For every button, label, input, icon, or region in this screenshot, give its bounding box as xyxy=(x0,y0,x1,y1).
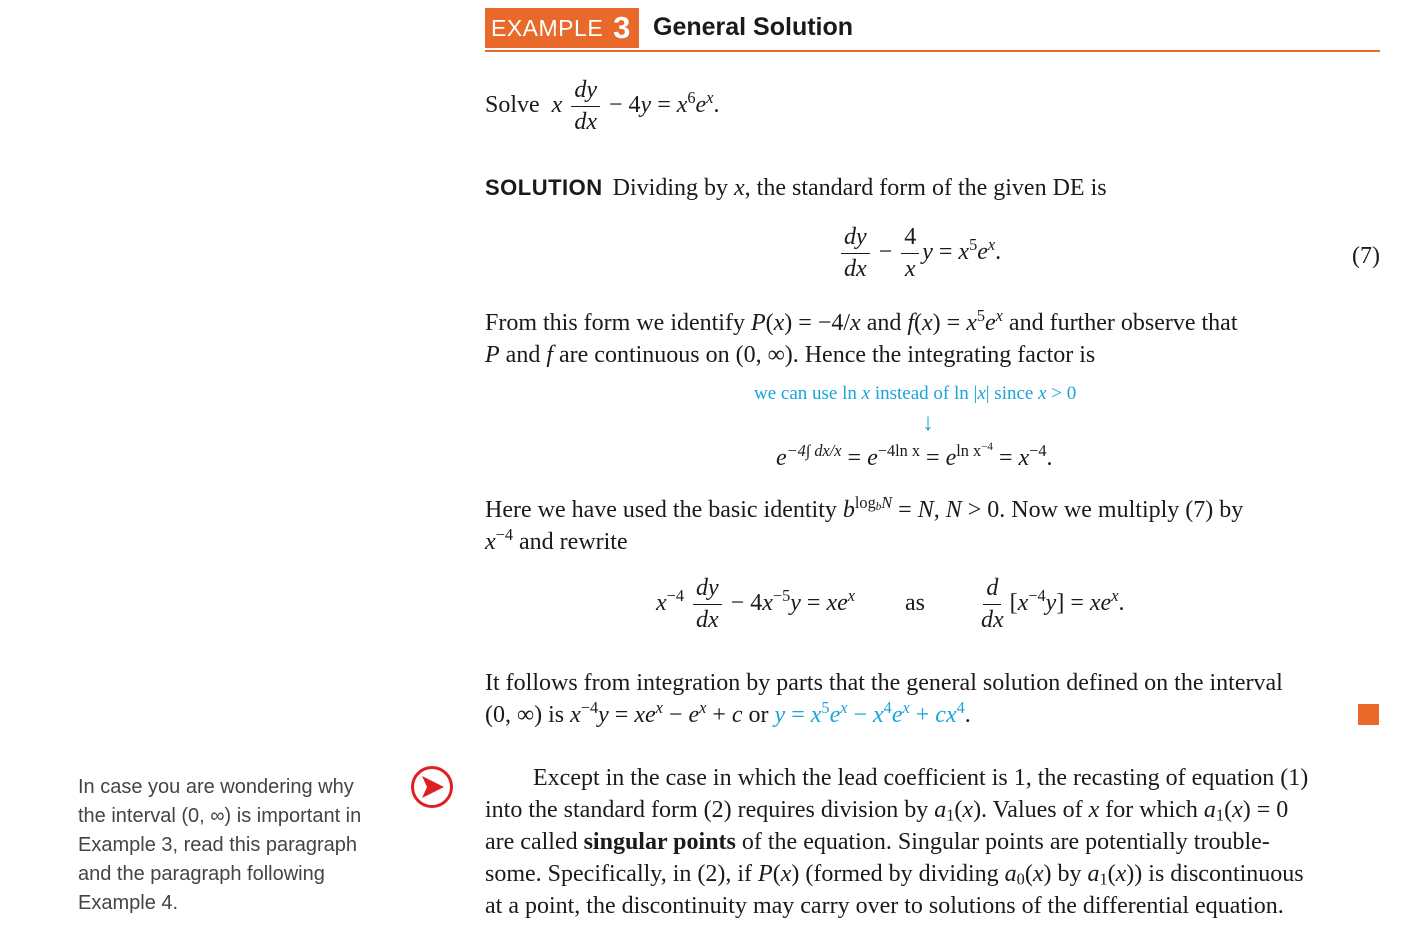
text: of the equation. Singular points are potentially trouble- xyxy=(735,829,1270,855)
var-x: x xyxy=(485,529,496,555)
text: From this form we identify xyxy=(485,310,751,336)
end-of-example-square-icon xyxy=(1358,704,1379,725)
var-y: y xyxy=(790,590,801,617)
text: and xyxy=(499,342,547,368)
operator: + xyxy=(909,702,936,728)
var-x: x xyxy=(676,92,688,119)
frac-numerator: d xyxy=(983,576,1001,605)
var-x: x xyxy=(762,590,773,617)
exponent: −4 xyxy=(666,586,685,606)
var-x: x xyxy=(1018,445,1030,471)
text: and rewrite xyxy=(513,529,628,555)
var-e: e xyxy=(867,445,878,471)
expr-part: . xyxy=(1118,590,1125,617)
text: for which xyxy=(1099,797,1204,823)
var-x: x xyxy=(773,310,785,336)
text: are called xyxy=(485,829,584,855)
text: = xyxy=(892,497,918,523)
frac-denominator: dx xyxy=(981,607,1004,634)
var-e: e xyxy=(688,702,700,728)
var-e: e xyxy=(644,702,656,728)
var-P: P xyxy=(485,342,500,368)
expr-part: = xyxy=(651,92,677,119)
text: Except in the case in which the lead coefficient is 1, the recasting of equation (1) xyxy=(533,765,1309,791)
text: It follows from integration by parts that the general solution defined on the interval xyxy=(485,670,1283,696)
example-tag-word: EXAMPLE xyxy=(491,14,604,41)
var-x: x xyxy=(850,310,861,336)
paragraph-general-solution xyxy=(485,667,1380,731)
exponent: 4 xyxy=(883,698,892,718)
exponent: 5 xyxy=(821,698,830,718)
var-e: e xyxy=(977,239,988,266)
text: at a point, the discontinuity may carry over to solutions of the differential equation. xyxy=(485,893,1284,919)
text: ( xyxy=(765,310,774,336)
exponent: −5 xyxy=(772,586,791,606)
text: ) by xyxy=(1043,861,1088,887)
frac-numerator: dy xyxy=(571,78,600,107)
subscript: 1 xyxy=(946,805,955,825)
integrating-factor-equation xyxy=(776,440,1053,472)
expr-part: . xyxy=(1046,445,1053,471)
var-e: e xyxy=(776,445,787,471)
frac-denominator: x xyxy=(904,256,916,283)
var-x: x xyxy=(922,310,933,336)
exponent: −4 xyxy=(1029,441,1047,461)
text: , xyxy=(933,497,946,523)
operator: = xyxy=(992,445,1019,471)
exponent: x xyxy=(847,586,855,606)
var-x: x xyxy=(810,702,822,728)
text: , the standard form of the given DE is xyxy=(744,175,1107,201)
margin-note-line: the interval (0, ∞) is important in xyxy=(78,805,362,827)
text: and xyxy=(860,310,908,336)
operator: − xyxy=(662,702,689,728)
var-f: f xyxy=(907,310,915,336)
var-b: b xyxy=(842,497,855,523)
margin-note-line: and the paragraph following xyxy=(78,863,325,885)
var-x: x xyxy=(634,702,645,728)
exponent: −4 xyxy=(580,698,599,718)
exponent: 6 xyxy=(687,88,696,108)
frac-denominator: dx xyxy=(574,109,597,136)
exponent: 5 xyxy=(976,306,986,326)
exponent: log xyxy=(854,493,876,513)
margin-note-line: Example 4. xyxy=(78,892,179,914)
text: Here we have used the basic identity xyxy=(485,497,843,523)
frac-denominator: dx xyxy=(696,607,719,634)
general-solution-highlight xyxy=(774,698,965,728)
operator: − xyxy=(847,702,874,728)
var-P: P xyxy=(758,861,773,887)
fraction xyxy=(841,225,870,282)
operator: = xyxy=(800,590,827,617)
var-x: x xyxy=(1038,383,1047,404)
expr-part: . xyxy=(995,239,1002,266)
paragraph-identify xyxy=(485,307,1380,371)
down-arrow-icon: ↓ xyxy=(922,410,934,436)
equation-number: (7) xyxy=(1352,243,1380,269)
exponent: −4 xyxy=(981,440,993,453)
exponent: x xyxy=(995,306,1003,326)
operator: − xyxy=(878,239,893,266)
exponent: x xyxy=(840,698,848,718)
bracket: ] xyxy=(1056,590,1065,617)
as-word: as xyxy=(905,590,925,617)
exponent: −4 xyxy=(495,525,514,545)
rewrite-equation xyxy=(656,576,1124,633)
text: − 4 xyxy=(724,590,763,617)
text: ( xyxy=(914,310,923,336)
operator: = xyxy=(785,702,811,728)
problem-statement xyxy=(485,78,719,135)
var-a: a xyxy=(934,797,947,823)
equation-7 xyxy=(838,225,1001,282)
example-header xyxy=(485,8,1380,52)
margin-note-line: In case you are wondering why xyxy=(78,776,354,798)
var-x: x xyxy=(945,702,957,728)
var-x: x xyxy=(958,239,970,266)
exponent: −4ln x xyxy=(877,441,921,461)
frac-numerator: dy xyxy=(693,576,722,605)
var-x: x xyxy=(1032,861,1044,887)
text: ). Values of xyxy=(973,797,1089,823)
exponent: −4∫ dx/x xyxy=(786,441,842,461)
exponent: −4 xyxy=(1028,586,1046,606)
expr-part: . xyxy=(713,92,720,119)
dy-dx-fraction xyxy=(571,78,600,135)
operator: = xyxy=(932,239,959,266)
exponent: x xyxy=(655,698,663,718)
text: | since xyxy=(985,383,1039,404)
fraction xyxy=(693,576,722,633)
var-x: x xyxy=(873,702,884,728)
var-x: x xyxy=(966,310,977,336)
exponent: x xyxy=(699,698,707,718)
frac-numerator: 4 xyxy=(901,225,919,254)
margin-note-line: Example 3, read this paragraph xyxy=(78,834,358,856)
subscript: 1 xyxy=(1215,805,1225,825)
exponent: x xyxy=(902,698,910,718)
text: into the standard form (2) requires division by xyxy=(485,797,935,823)
var-e: e xyxy=(945,445,957,471)
var-e: e xyxy=(695,92,707,119)
var-x: x xyxy=(977,383,986,404)
var-y: y xyxy=(598,702,609,728)
text: instead of ln | xyxy=(870,383,978,404)
exponent: x xyxy=(987,235,996,255)
annotation-ln-note xyxy=(754,383,1076,405)
var-e: e xyxy=(829,702,841,728)
fraction xyxy=(901,225,919,282)
solution-label: SOLUTION xyxy=(485,175,603,200)
var-N: N xyxy=(945,497,962,523)
example-tag xyxy=(485,8,639,48)
var-x: x xyxy=(551,92,563,119)
example-tag-number: 3 xyxy=(613,10,631,45)
bracket: [ xyxy=(1009,590,1018,617)
singular-points-term: singular points xyxy=(583,829,736,855)
var-e: e xyxy=(891,702,903,728)
var-x: x xyxy=(734,175,745,201)
operator: = xyxy=(608,702,635,728)
var-y: y xyxy=(1045,590,1057,617)
var-a: a xyxy=(1203,797,1216,823)
subscript: 0 xyxy=(1016,869,1025,889)
subscript: 1 xyxy=(1099,869,1108,889)
exponent: x xyxy=(1111,586,1119,606)
solution-lead xyxy=(485,175,1107,202)
var-x: x xyxy=(656,590,667,617)
operator: = xyxy=(920,445,946,471)
var-y: y xyxy=(640,92,652,119)
var-e: e xyxy=(985,310,996,336)
var-x: x xyxy=(1089,590,1101,617)
frac-denominator: dx xyxy=(844,256,867,283)
solve-word: Solve xyxy=(485,92,540,119)
exponent: ln x xyxy=(956,441,982,461)
example-title: General Solution xyxy=(653,13,854,41)
var-x: x xyxy=(1017,590,1029,617)
var-y: y xyxy=(922,239,933,266)
play-arrow-icon[interactable] xyxy=(410,765,454,809)
subscript: b xyxy=(875,501,882,514)
text: are continuous on (0, ∞). Hence the integrating factor is xyxy=(553,342,1096,368)
var-x: x xyxy=(570,702,581,728)
exponent: x xyxy=(706,88,714,108)
text: ) = −4/ xyxy=(784,310,851,336)
text: ) = 0 xyxy=(1242,797,1289,823)
frac-numerator: dy xyxy=(841,225,870,254)
operator: + xyxy=(706,702,732,728)
text: > 0 xyxy=(1046,383,1077,404)
margin-note xyxy=(78,773,398,918)
paragraph-singular-points: Except in the case in which the lead coefficient is 1, the recasting of equation (1) into the standard form (2) requires division by $a_1(x)$. Values of x for which $a_1(x) = 0$ are called singular points of the equation. Singular points are potentially trouble- some. Specifically, in (2), if P(x) (formed by dividing $a_0(x)$ by $a_1(x)$) is discontinuous at a point, the discontinuity may carry over to solutions of the differential equation. xyxy=(485,765,1309,919)
text: or xyxy=(742,702,775,728)
text: Dividing by xyxy=(612,175,735,201)
exponent: 5 xyxy=(969,235,978,255)
text: ) (formed by dividing xyxy=(791,861,1005,887)
text: some. Specifically, in (2), if xyxy=(485,861,759,887)
var-e: e xyxy=(1100,590,1112,617)
var-x: x xyxy=(962,797,974,823)
var-y: y xyxy=(774,702,786,728)
var-x: x xyxy=(861,383,871,404)
var-x: x xyxy=(1232,797,1243,823)
text: (0, ∞) is xyxy=(485,702,571,728)
expr-part: . xyxy=(964,702,971,728)
var-c: c xyxy=(731,702,743,728)
paragraph-identity xyxy=(485,494,1380,558)
text: > 0. Now we multiply (7) by xyxy=(961,497,1244,523)
var-a: a xyxy=(1004,861,1017,887)
exponent: N xyxy=(881,493,893,513)
var-N: N xyxy=(917,497,934,523)
expr-part: − 4 xyxy=(602,92,641,119)
text: ) = xyxy=(932,310,967,336)
var-c: c xyxy=(935,702,946,728)
exponent: 4 xyxy=(956,698,965,718)
text: )) is discontinuous xyxy=(1126,861,1304,887)
var-e: e xyxy=(837,590,848,617)
var-a: a xyxy=(1087,861,1100,887)
var-f: f xyxy=(546,342,553,368)
text: and further observe that xyxy=(1002,310,1238,336)
var-P: P xyxy=(750,310,766,336)
operator: = xyxy=(841,445,868,471)
operator: = xyxy=(1064,590,1090,617)
var-x: x xyxy=(826,590,838,617)
var-x: x xyxy=(1115,861,1127,887)
var-x: x xyxy=(780,861,792,887)
fraction xyxy=(978,576,1007,633)
text: we can use ln xyxy=(754,383,862,404)
var-x: x xyxy=(1088,797,1100,823)
